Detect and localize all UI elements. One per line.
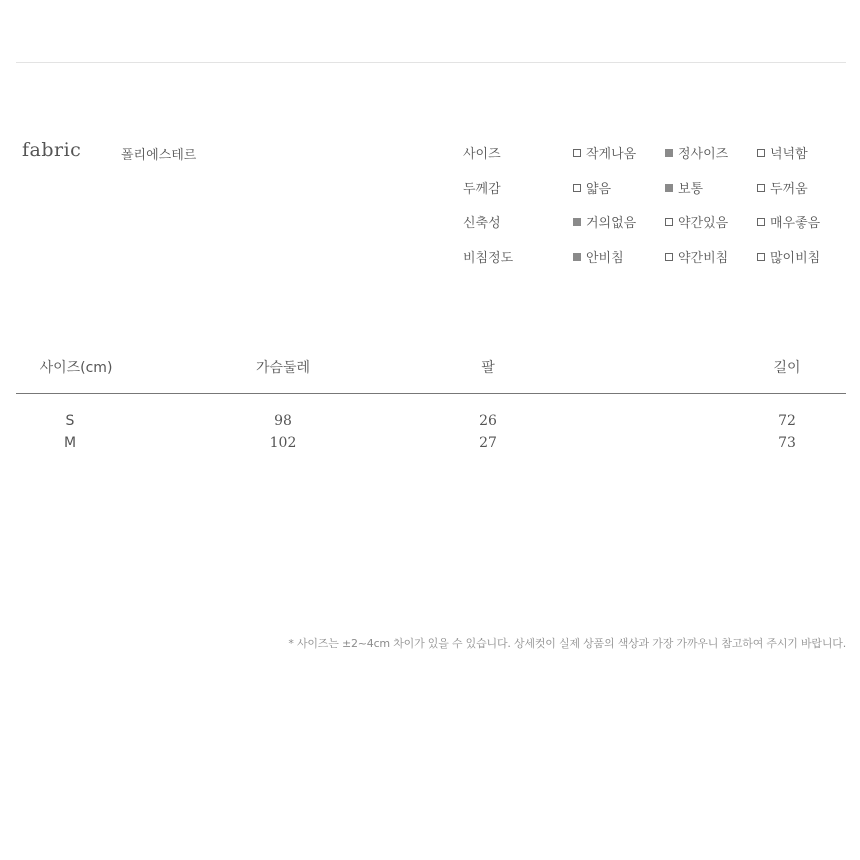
checkbox-icon: [757, 253, 765, 261]
table-cell: 72: [778, 413, 796, 429]
checkbox-icon: [665, 149, 673, 157]
attr-option: 넉넉함: [757, 143, 808, 162]
checkbox-icon: [665, 184, 673, 192]
attr-option: 얇음: [573, 178, 611, 197]
fabric-label: fabric: [22, 139, 82, 161]
table-header-length: 길이: [773, 360, 801, 376]
checkbox-icon: [665, 218, 673, 226]
attr-option: 작게나옴: [573, 143, 636, 162]
attr-option: 정사이즈: [665, 143, 728, 162]
checkbox-icon: [757, 218, 765, 226]
attr-option: 보통: [665, 178, 703, 197]
checkbox-icon: [757, 184, 765, 192]
table-cell: 26: [479, 413, 497, 429]
attr-option: 약간있음: [665, 212, 728, 231]
checkbox-icon: [573, 253, 581, 261]
table-cell: 98: [274, 413, 292, 429]
table-cell: 73: [778, 435, 796, 451]
size-disclaimer-note: * 사이즈는 ±2~4cm 차이가 있을 수 있습니다. 상세컷이 실제 상품의 색상과 가장 가까우니 참고하여 주시기 바랍니다.: [288, 637, 846, 650]
attr-option: 거의없음: [573, 212, 636, 231]
attr-option: 약간비침: [665, 247, 728, 266]
attr-name: 비침정도: [463, 250, 514, 266]
table-header-size: 사이즈(cm): [39, 360, 113, 376]
attr-name: 두께감: [463, 181, 501, 197]
attr-option: 두꺼움: [757, 178, 808, 197]
attr-name: 사이즈: [463, 147, 501, 162]
attr-option: 안비침: [573, 247, 624, 266]
attr-name: 신축성: [463, 216, 501, 231]
checkbox-icon: [757, 149, 765, 157]
table-divider: [16, 393, 846, 394]
checkbox-icon: [665, 253, 673, 261]
table-cell: 102: [269, 435, 297, 451]
table-header-arm: 팔: [481, 360, 495, 376]
table-header-chest: 가슴둘레: [255, 360, 311, 376]
attr-option: 많이비침: [757, 247, 820, 266]
fabric-value: 폴리에스테르: [121, 148, 197, 163]
table-cell: 27: [479, 435, 497, 451]
checkbox-icon: [573, 218, 581, 226]
table-cell: M: [63, 435, 77, 451]
checkbox-icon: [573, 184, 581, 192]
attr-option: 매우좋음: [757, 212, 820, 231]
table-cell: S: [65, 413, 75, 429]
top-divider: [16, 62, 846, 63]
checkbox-icon: [573, 149, 581, 157]
